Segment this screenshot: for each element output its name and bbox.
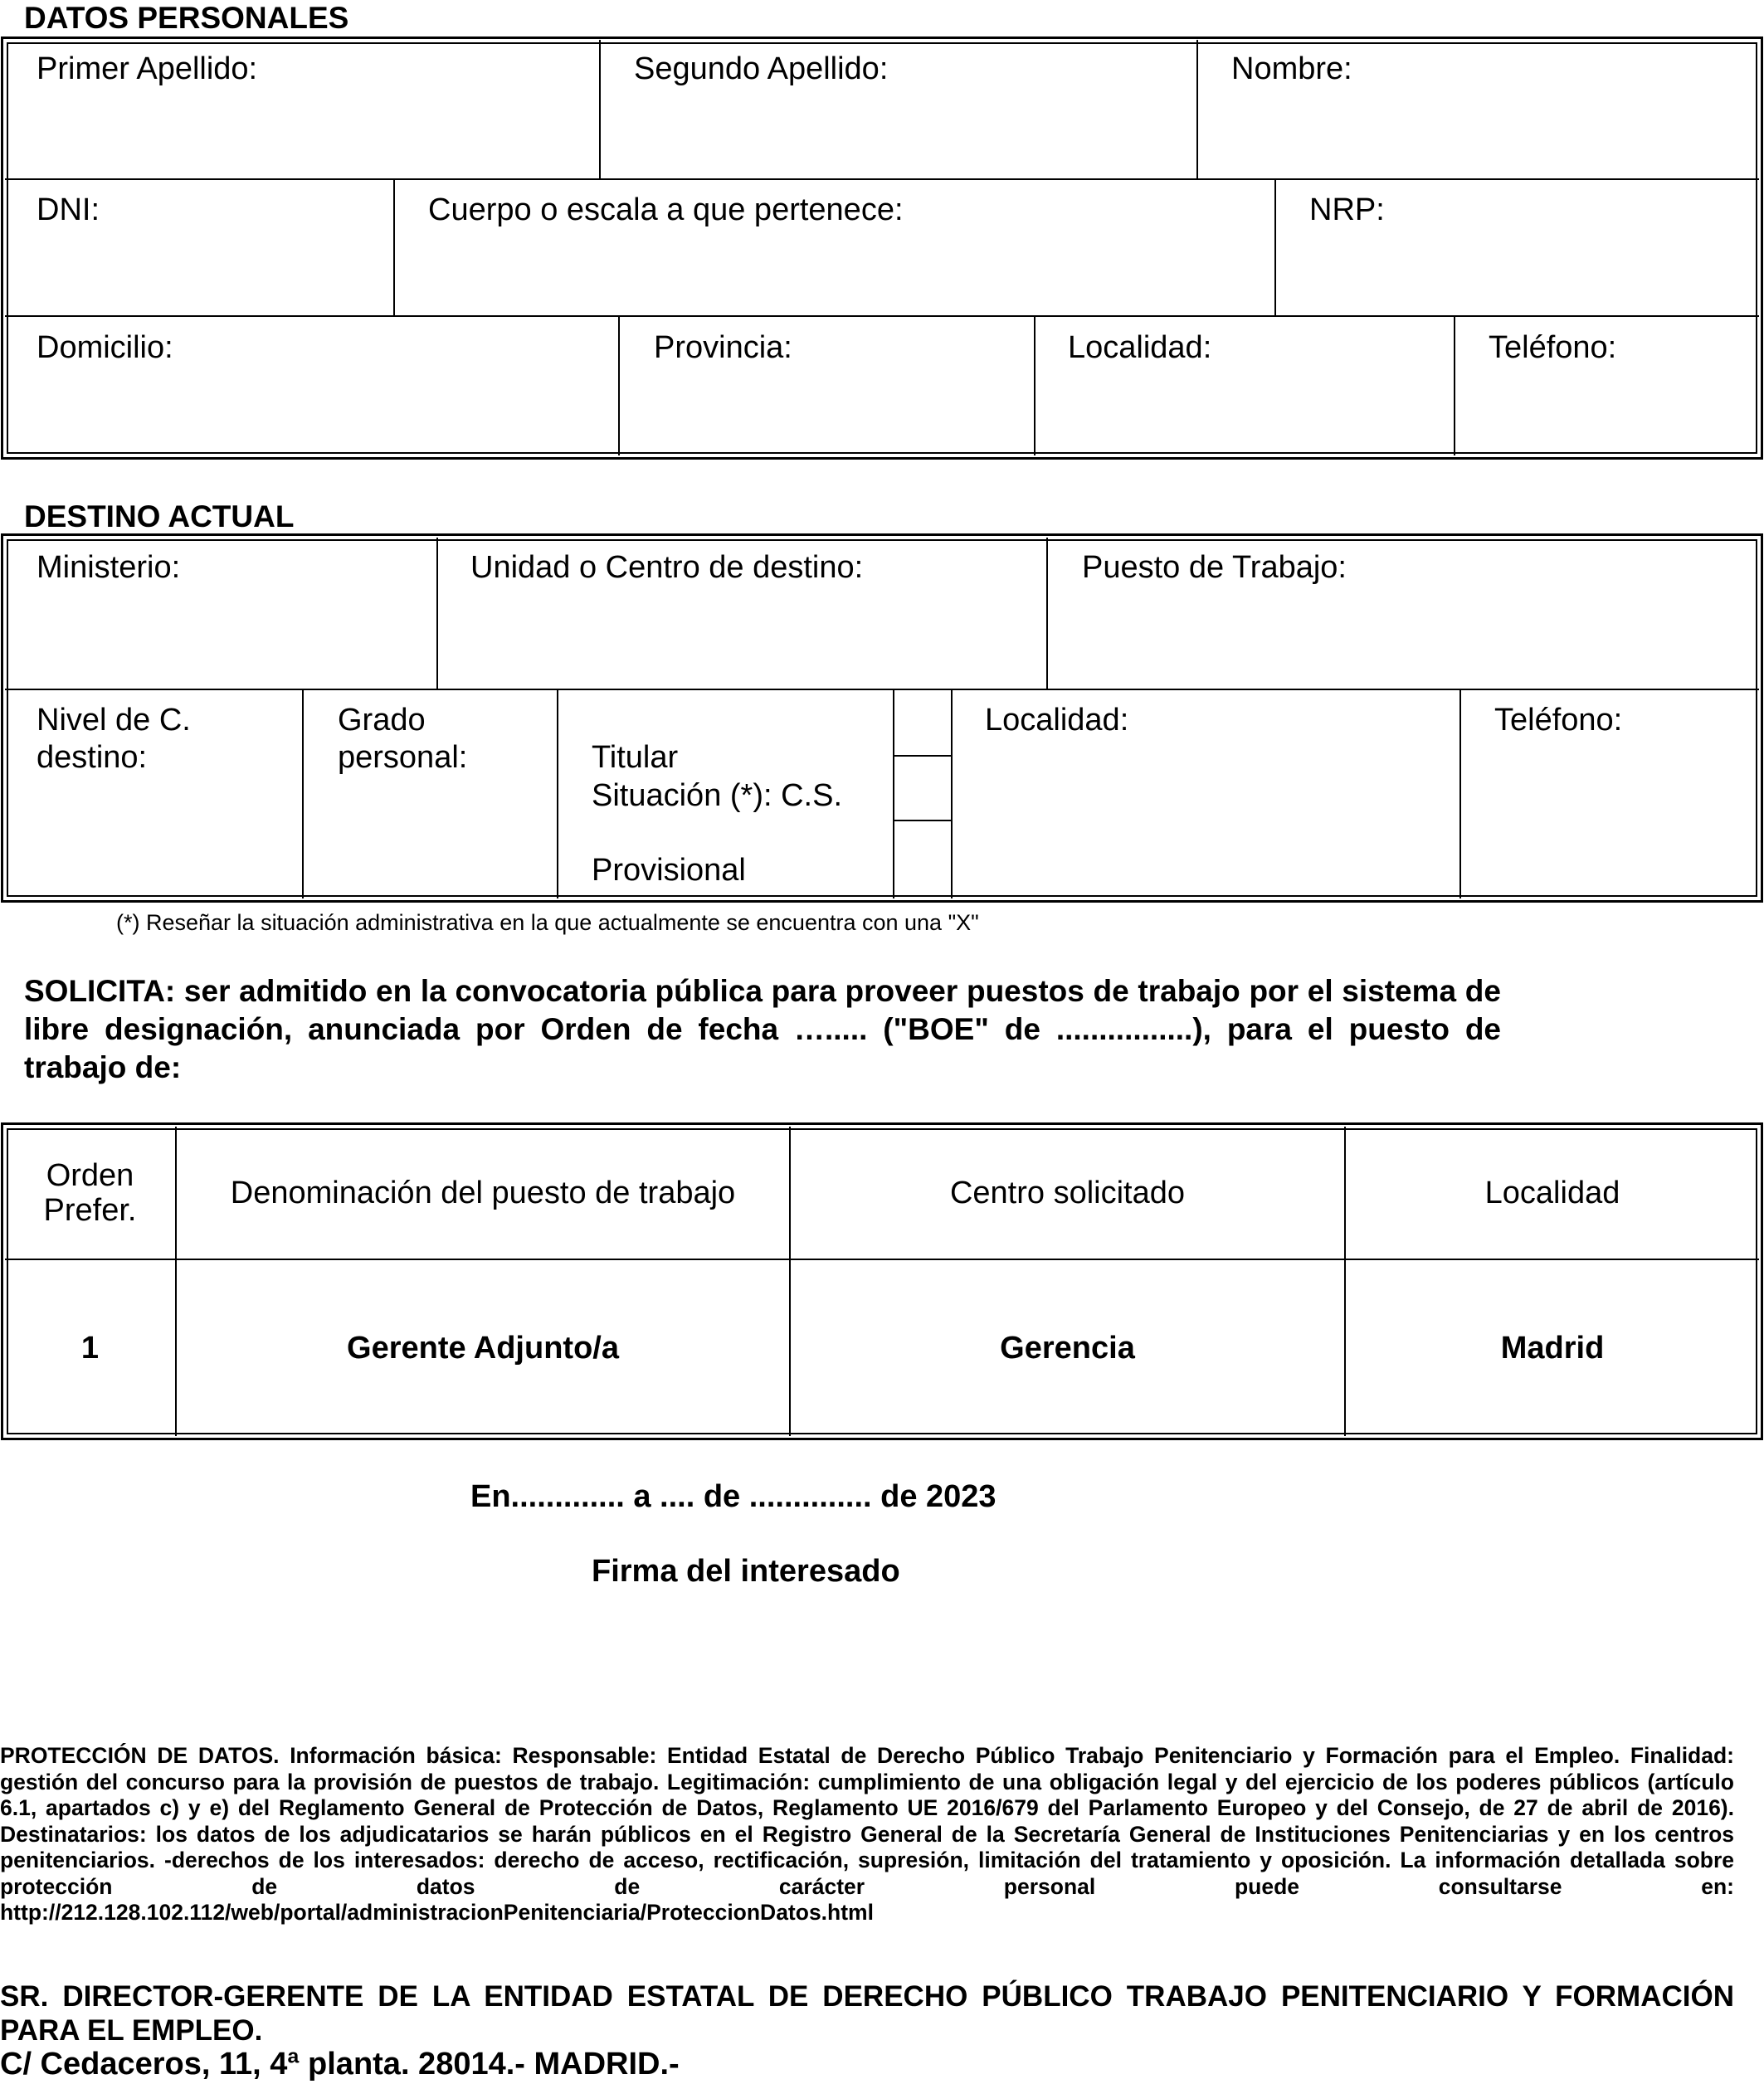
grado-label-2: personal: — [338, 740, 468, 775]
domicilio-field[interactable]: Domicilio: — [37, 330, 173, 365]
header-orden — [5, 1127, 175, 1259]
addressee-title: SR. DIRECTOR-GERENTE DE LA ENTIDAD ESTATAL DE DERECHO PÚBLICO TRABAJO PENITENCIARIO Y FORMACIÓN PARA EL EMPLEO. — [0, 1980, 1734, 2047]
cell-localidad: Madrid — [1500, 1330, 1605, 1366]
header-orden-line2: Prefer. — [43, 1192, 137, 1228]
cell-denominacion: Gerente Adjunto/a — [347, 1330, 619, 1366]
personal-data-frame — [1, 37, 1763, 460]
section-title-personal: DATOS PERSONALES — [24, 1, 349, 35]
telefono-field[interactable]: Teléfono: — [1489, 330, 1617, 365]
dni-field[interactable]: DNI: — [37, 192, 100, 227]
nrp-field[interactable]: NRP: — [1309, 192, 1385, 227]
privacy-notice: PROTECCIÓN DE DATOS. Información básica: Responsable: Entidad Estatal de Derecho Público Trabajo Penitenciario y Formación para el Empleo. Finalidad: gestión del concurso para la provisión de puestos de trabajo. Legitimación: cumplimiento de una obligación legal y del ejercicio de los poderes públicos (artículo 6.1, apartados c) y e) del Reglamento General de Protección de Datos, Reglamento UE 2016/679 del Parlamento Europeo y del Consejo, de 27 de abril de 2016). Destinatarios: los datos de los adjudicatarios se harán públicos en el Registro General de la Secretaría General de Instituciones Penitenciarias y en los centros penitenciarios. -derechos de los interesados: derecho de acceso, rectificación, supresión, limitación del tratamiento y oposición. La información detallada sobre protección de datos de carácter personal puede consultarse en: — [0, 1743, 1734, 1899]
header-centro: Centro solicitado — [949, 1175, 1186, 1210]
provincia-field[interactable]: Provincia: — [654, 330, 792, 365]
solicita-paragraph: SOLICITA: ser admitido en la convocatoria pública para proveer puestos de trabajo por el sistema de libre designación, anunciada por Orden de fecha …..... ("BOE" de ................), para el puesto de trabajo de: — [24, 974, 1501, 1084]
situacion-footnote: (*) Reseñar la situación administrativa en la que actualmente se encuentra con una "X" — [116, 910, 979, 935]
destino-telefono-field[interactable]: Teléfono: — [1494, 703, 1623, 738]
privacy-url[interactable]: http://212.128.102.112/web/portal/administracionPenitenciaria/ProteccionDatos.html — [0, 1900, 874, 1925]
localidad-field[interactable]: Localidad: — [1068, 330, 1212, 365]
checkbox-cs[interactable] — [895, 757, 950, 819]
checkbox-provisional[interactable] — [895, 821, 950, 898]
header-denominacion: Denominación del puesto de trabajo — [230, 1175, 736, 1210]
cell-orden: 1 — [80, 1330, 100, 1366]
puesto-field[interactable]: Puesto de Trabajo: — [1082, 550, 1347, 585]
destino-localidad-field[interactable]: Localidad: — [985, 703, 1129, 738]
segundo-apellido-field[interactable]: Segundo Apellido: — [634, 51, 889, 86]
grado-label: Grado — [338, 703, 426, 738]
cuerpo-field[interactable]: Cuerpo o escala a que pertenece: — [428, 192, 904, 227]
nivel-label: Nivel de C. — [37, 703, 191, 738]
provisional-label: Provisional — [592, 853, 746, 888]
header-orden-line1: Orden — [46, 1157, 134, 1193]
titular-label: Titular — [592, 740, 679, 775]
date-line[interactable]: En............. a .... de .............. de 2023 — [470, 1479, 997, 1514]
primer-apellido-field[interactable]: Primer Apellido: — [37, 51, 258, 86]
firma-label: Firma del interesado — [592, 1554, 900, 1589]
header-localidad: Localidad — [1484, 1175, 1620, 1210]
checkbox-titular[interactable] — [895, 691, 950, 754]
ministerio-field[interactable]: Ministerio: — [37, 550, 181, 585]
section-title-destino: DESTINO ACTUAL — [24, 499, 295, 533]
addressee-address: C/ Cedaceros, 11, 4ª planta. 28014.- MADRID.- — [0, 2047, 680, 2082]
situacion-label: Situación (*): C.S. — [592, 778, 842, 813]
nivel-label-2: destino: — [37, 740, 148, 775]
cell-centro: Gerencia — [1000, 1330, 1135, 1366]
unidad-field[interactable]: Unidad o Centro de destino: — [470, 550, 864, 585]
nombre-field[interactable]: Nombre: — [1231, 51, 1352, 86]
